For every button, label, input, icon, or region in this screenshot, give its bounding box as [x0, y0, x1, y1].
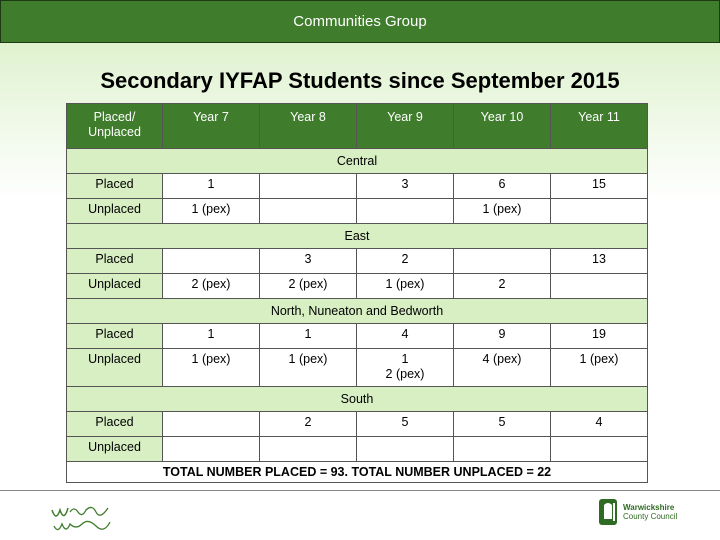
table-cell: 2 (pex) [260, 274, 357, 299]
table-cell [260, 174, 357, 199]
section-title: Central [67, 149, 648, 174]
bear-and-ragged-staff-icon [597, 497, 619, 527]
table-cell: 2 [260, 412, 357, 437]
total-text: TOTAL NUMBER PLACED = 93. TOTAL NUMBER UNPLACED = 22 [67, 462, 648, 483]
column-header: Year 11 [551, 104, 648, 149]
table-row [67, 274, 648, 299]
column-header: Year 7 [163, 104, 260, 149]
table-row [67, 349, 648, 387]
table-cell: 1 (pex) [163, 349, 260, 387]
working-for-warwickshire-logo [48, 496, 118, 539]
table-cell: 1 [163, 324, 260, 349]
table-cell: 4 (pex) [454, 349, 551, 387]
table-cell [260, 437, 357, 462]
table-cell: 15 [551, 174, 648, 199]
column-header: Year 10 [454, 104, 551, 149]
section-row [67, 149, 648, 174]
section-row [67, 224, 648, 249]
council-name-line1: Warwickshire [623, 503, 675, 512]
table-cell: 1 (pex) [260, 349, 357, 387]
table-cell [454, 437, 551, 462]
table-cell: 5 [357, 412, 454, 437]
cell-line: 1 [401, 352, 409, 366]
table-cell: 1 (pex) [551, 349, 648, 387]
council-name-line2: County Council [623, 512, 678, 521]
table-cell: 1 (pex) [357, 274, 454, 299]
table-cell [163, 249, 260, 274]
students-table [66, 103, 648, 483]
column-header: Year 8 [260, 104, 357, 149]
table-cell: 1 [260, 324, 357, 349]
table-cell [551, 437, 648, 462]
table-cell: 3 [260, 249, 357, 274]
warwickshire-county-council-logo [597, 497, 677, 527]
table-cell [260, 199, 357, 224]
section-title: East [67, 224, 648, 249]
table-cell [551, 274, 648, 299]
table-cell [163, 412, 260, 437]
section-row [67, 299, 648, 324]
total-row [67, 462, 648, 483]
table-cell: 6 [454, 174, 551, 199]
row-label: Placed [67, 324, 163, 349]
table-cell [163, 437, 260, 462]
table-row [67, 249, 648, 274]
table-row [67, 174, 648, 199]
table-cell: 1 (pex) [163, 199, 260, 224]
table-cell [454, 249, 551, 274]
table-cell: 4 [357, 324, 454, 349]
table-cell: 13 [551, 249, 648, 274]
header-bar [0, 0, 720, 43]
table-cell: 2 [454, 274, 551, 299]
page-title: Secondary IYFAP Students since September 2015 [100, 68, 620, 93]
table-cell: 2 [357, 249, 454, 274]
row-label: Placed [67, 412, 163, 437]
table-cell [357, 437, 454, 462]
row-label: Unplaced [67, 274, 163, 299]
table-cell: 1 [163, 174, 260, 199]
table-cell [357, 349, 454, 387]
table-cell: 4 [551, 412, 648, 437]
row-label: Unplaced [67, 199, 163, 224]
table-cell: 19 [551, 324, 648, 349]
table-cell: 9 [454, 324, 551, 349]
row-label: Unplaced [67, 437, 163, 462]
table-cell [551, 199, 648, 224]
row-label: Placed [67, 249, 163, 274]
header-title: Communities Group [293, 13, 427, 30]
row-label: Placed [67, 174, 163, 199]
column-header: Placed/ Unplaced [67, 104, 163, 149]
table-row [67, 199, 648, 224]
section-row [67, 387, 648, 412]
row-label: Unplaced [67, 349, 163, 387]
section-title: South [67, 387, 648, 412]
table-cell: 3 [357, 174, 454, 199]
header-row [67, 104, 648, 149]
table-cell: 2 (pex) [163, 274, 260, 299]
table-cell [357, 199, 454, 224]
table-row [67, 437, 648, 462]
table-row [67, 412, 648, 437]
column-header: Year 9 [357, 104, 454, 149]
cell-line: 2 (pex) [385, 367, 425, 381]
table-cell: 5 [454, 412, 551, 437]
footer-divider [0, 490, 720, 491]
table-cell: 1 (pex) [454, 199, 551, 224]
table-row [67, 324, 648, 349]
section-title: North, Nuneaton and Bedworth [67, 299, 648, 324]
